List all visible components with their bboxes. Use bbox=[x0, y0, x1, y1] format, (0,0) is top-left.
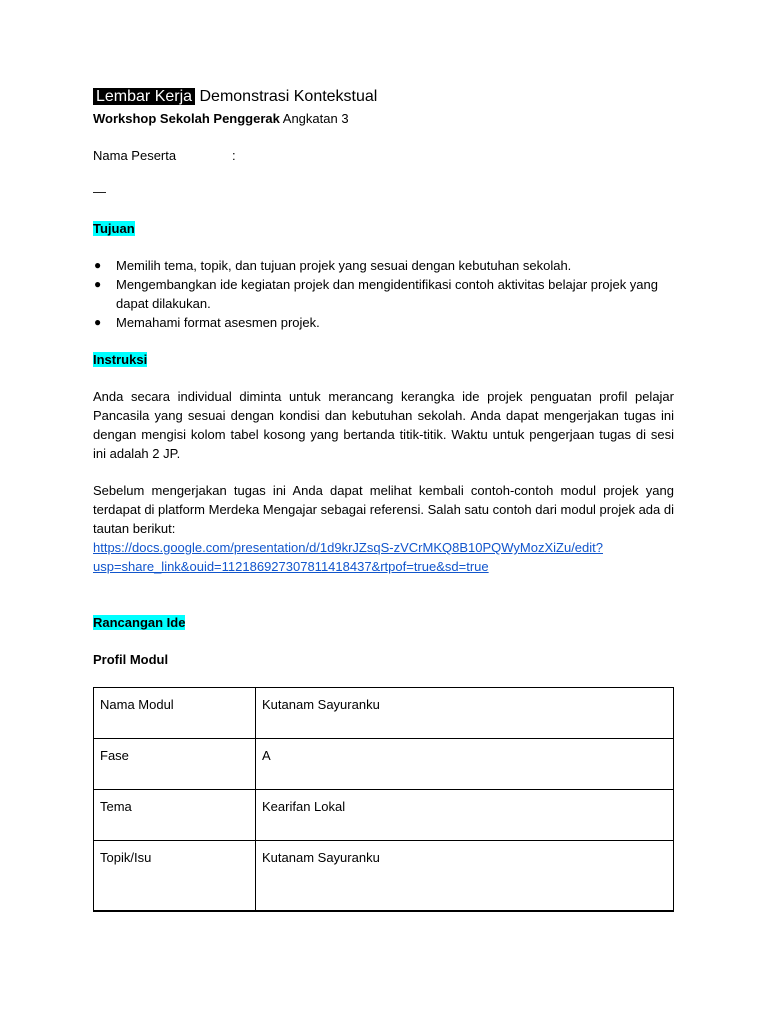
table-row bbox=[94, 841, 674, 911]
document-title bbox=[93, 86, 674, 108]
list-item: ● Memahami format asesmen projek. bbox=[94, 315, 320, 330]
table-row bbox=[94, 688, 674, 739]
reference-link[interactable]: https://docs.google.com/presentation/d/1d9krJZsqS-zVCrMKQ8B10PQWyMozXiZu/edit? usp=share_link&ouid=112186927307811418437&rtpof=true&sd=true bbox=[93, 540, 603, 574]
rancangan-heading: Rancangan Ide bbox=[93, 615, 186, 630]
table-row bbox=[94, 739, 674, 790]
profil-modul-table bbox=[93, 687, 674, 912]
table-cell-label: Nama Modul bbox=[94, 688, 256, 739]
table-cell-label: Topik/Isu bbox=[94, 841, 256, 911]
document-page bbox=[93, 86, 674, 912]
table-cell-value: Kutanam Sayuranku bbox=[256, 841, 674, 911]
title-highlight: Lembar Kerja bbox=[93, 88, 195, 105]
participant-label: Nama Peserta bbox=[93, 148, 177, 163]
table-cell-value: Kutanam Sayuranku bbox=[256, 688, 674, 739]
table-cell-value: A bbox=[256, 739, 674, 790]
subtitle-bold: Workshop Sekolah Penggerak bbox=[93, 111, 280, 126]
participant-colon: : bbox=[232, 148, 236, 163]
instruksi-paragraph-1: Anda secara individual diminta untuk merancang kerangka ide projek penguatan profil pelajar Pancasila yang sesuai dengan kondisi dan kebutuhan sekolah. Anda dapat mengerjakan tugas ini dengan mengisi kolom tabel kosong yang bertanda titik-titik. Waktu untuk pengerjaan tugas di sesi ini adalah 2 JP. bbox=[93, 389, 674, 461]
separator-dash: — bbox=[93, 184, 106, 199]
document-subtitle bbox=[93, 109, 674, 128]
instruksi-paragraph-2-text: Sebelum mengerjakan tugas ini Anda dapat melihat kembali contoh-contoh modul projek yang terdapat di platform Merdeka Mengajar sebagai referensi. Salah satu contoh dari modul projek ada di tautan berikut: bbox=[93, 483, 675, 536]
table-cell-label: Tema bbox=[94, 790, 256, 841]
bullet-icon: ● bbox=[94, 258, 102, 272]
tujuan-heading: Tujuan bbox=[93, 221, 135, 236]
participant-name-field bbox=[93, 146, 674, 165]
tujuan-list bbox=[93, 256, 674, 332]
list-item: ● Mengembangkan ide kegiatan projek dan mengidentifikasi contoh aktivitas belajar projek yang dapat dilakukan. bbox=[94, 277, 659, 311]
bullet-icon: ● bbox=[94, 277, 102, 291]
subtitle-rest: Angkatan 3 bbox=[279, 111, 349, 126]
instruksi-heading: Instruksi bbox=[93, 352, 148, 367]
bullet-icon: ● bbox=[94, 315, 102, 329]
profil-modul-heading: Profil Modul bbox=[93, 652, 169, 667]
table-cell-label: Fase bbox=[94, 739, 256, 790]
instruksi-paragraph-2 bbox=[93, 481, 674, 576]
table-cell-value: Kearifan Lokal bbox=[256, 790, 674, 841]
list-item: ● Memilih tema, topik, dan tujuan projek yang sesuai dengan kebutuhan sekolah. bbox=[94, 258, 572, 273]
table-row bbox=[94, 790, 674, 841]
title-rest: Demonstrasi Kontekstual bbox=[195, 88, 378, 105]
